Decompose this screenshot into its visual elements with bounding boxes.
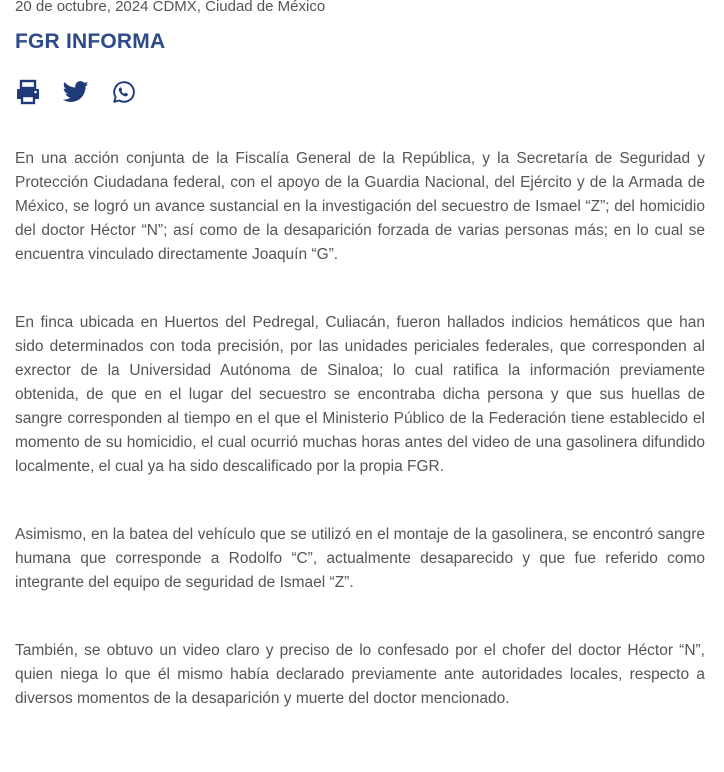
article-paragraph: En finca ubicada en Huertos del Pedregal, Culiacán, fueron hallados indicios hemáticos que han sido determinados con toda precisión, por las unidades periciales federales, que corresponden al exrector de la Universidad Autónoma de Sinaloa; lo cual ratifica la información previamente obtenida, de que en el lugar del secuestro se encontraba dicha persona y que sus huellas de sangre corresponden al tiempo en el que el Ministerio Público de la Federación tiene establecido el momento de su homicidio, el cual ocurrió muchas horas antes del video de una gasolinera difundido localmente, el cual ya ha sido descalificado por la propia FGR. xyxy=(15,314,705,475)
article-body xyxy=(15,147,705,711)
article-paragraph: También, se obtuvo un video claro y preciso de lo confesado por el chofer del doctor Héctor “N”, quien niega lo que él mismo había declarado previamente ante autoridades locales, respecto a diversos momentos de la desaparición y muerte del doctor mencionado. xyxy=(15,642,705,707)
print-button[interactable] xyxy=(15,78,41,106)
print-icon xyxy=(15,79,41,105)
article-paragraph: En una acción conjunta de la Fiscalía General de la República, y la Secretaría de Seguridad y Protección Ciudadana federal, con el apoyo de la Guardia Nacional, del Ejército y de la Armada de México, se logró un avance sustancial en la investigación del secuestro de Ismael “Z”; del homicidio del doctor Héctor “N”; así como de la desaparición forzada de varias personas más; en lo cual se encuentra vinculado directamente Joaquín “G”. xyxy=(15,150,705,263)
twitter-share-button[interactable] xyxy=(63,78,89,106)
share-toolbar xyxy=(15,78,137,106)
whatsapp-icon xyxy=(112,80,136,104)
whatsapp-share-button[interactable] xyxy=(111,78,137,106)
twitter-icon xyxy=(63,81,89,103)
article-paragraph: Asimismo, en la batea del vehículo que se utilizó en el montaje de la gasolinera, se encontró sangre humana que corresponde a Rodolfo “C”, actualmente desaparecido y que fue referido como integrante del equipo de seguridad de Ismael “Z”. xyxy=(15,526,705,591)
page-title: FGR INFORMA xyxy=(15,30,166,53)
dateline: 20 de octubre, 2024 CDMX, Ciudad de México xyxy=(15,0,326,15)
